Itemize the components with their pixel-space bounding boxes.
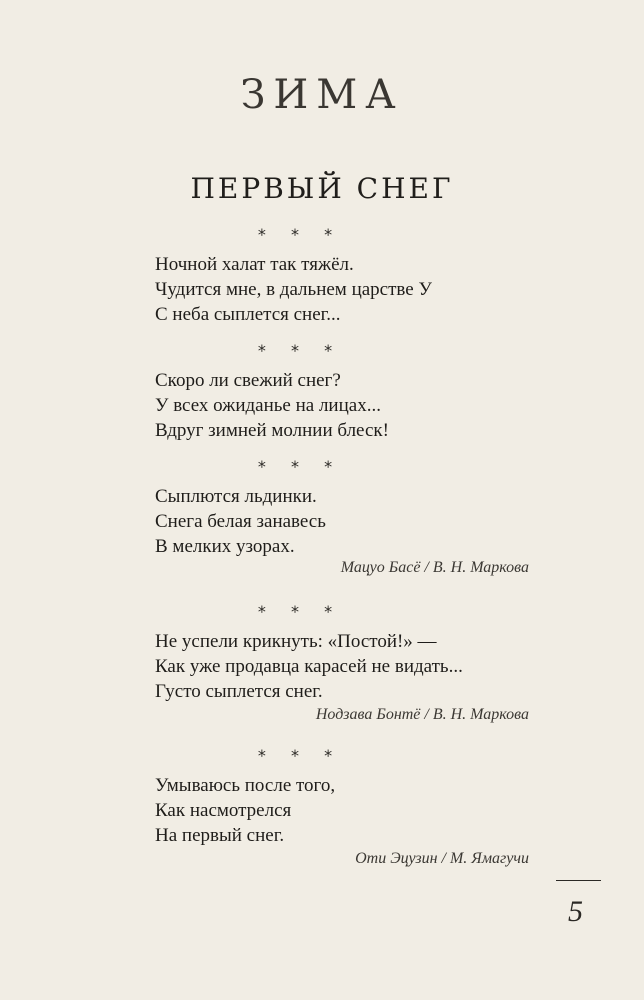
poem-line: Сыплются льдинки.: [155, 486, 317, 507]
poem-line: Не успели крикнуть: «Постой!» —: [155, 631, 437, 652]
page-number: 5: [568, 895, 583, 928]
poem-line: Как уже продавца карасей не видать...: [155, 656, 463, 677]
poem-line: Ночной халат так тяжёл.: [155, 254, 354, 275]
separator-stars: * * *: [257, 746, 343, 765]
poem-line: У всех ожиданье на лицах...: [155, 395, 381, 416]
poem-line: Густо сыплется снег.: [155, 681, 323, 702]
separator-stars: * * *: [257, 341, 343, 360]
poem-attribution: Оти Эцузин / М. Ямагучи: [355, 850, 529, 867]
poem-line: Скоро ли свежий снег?: [155, 370, 341, 391]
poem-line: В мелких узорах.: [155, 536, 295, 557]
poem-line: Вдруг зимней молнии блеск!: [155, 420, 389, 441]
poem-1: [155, 225, 535, 327]
poem-line: Как насмотрелся: [155, 800, 292, 821]
poem-2: [155, 341, 535, 443]
page-number-rule: [556, 880, 601, 881]
poem-line: Умываюсь после того,: [155, 775, 336, 796]
poem-line: Чудится мне, в дальнем царстве У: [155, 279, 432, 300]
poem-line: С неба сыплется снег...: [155, 304, 341, 325]
poem-line: Снега белая занавесь: [155, 511, 326, 532]
separator-stars: * * *: [257, 602, 343, 621]
poem-4: [155, 602, 535, 704]
chapter-title: ЗИМА: [240, 72, 404, 118]
poem-attribution: Нодзава Бонтё / В. Н. Маркова: [315, 706, 529, 723]
poem-3: [155, 457, 535, 559]
poem-line: На первый снег.: [155, 825, 285, 846]
section-title: ПЕРВЫЙ СНЕГ: [190, 172, 454, 205]
poem-attribution: Мацуо Басё / В. Н. Маркова: [340, 559, 529, 576]
poem-5: [155, 746, 535, 848]
separator-stars: * * *: [257, 457, 343, 476]
separator-stars: * * *: [257, 225, 343, 244]
